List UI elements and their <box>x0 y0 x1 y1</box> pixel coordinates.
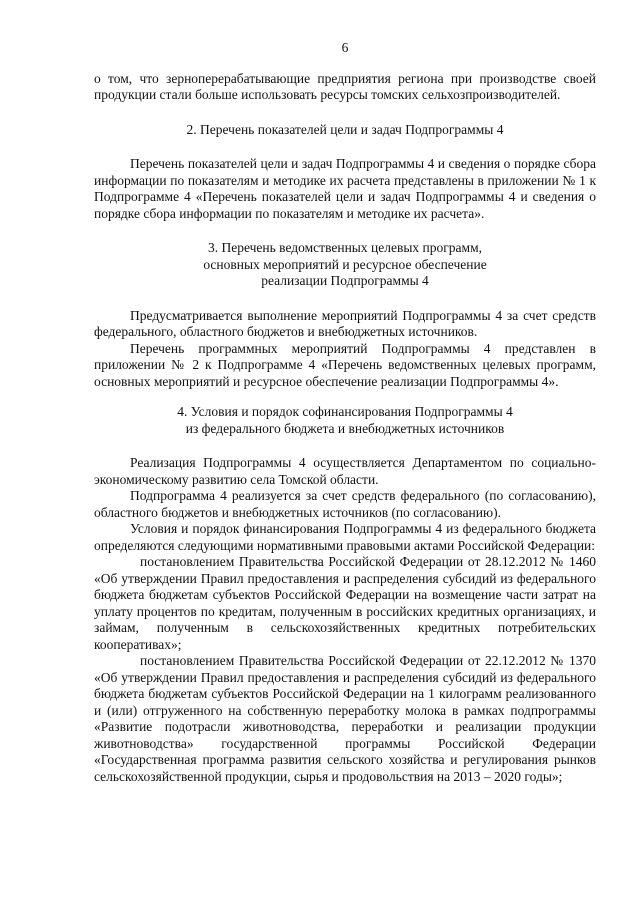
section-4-paragraph: Условия и порядок финансирования Подпрограммы 4 из федерального бюджета определяются следующими нормативными правовыми актами Российской Федерации: <box>94 521 596 553</box>
section-4-heading-line: 4. Условия и порядок софинансирования Подпрограммы 4 <box>177 404 513 419</box>
section-4-decree-paragraph: постановлением Правительства Российской Федерации от 22.12.2012 № 1370 «Об утверждении Правил предоставления и распределения субсидий из федерального бюджета бюджетам субъектов Российской Федерации на 1 килограмм реализованного и (или) отгруженного на собственную переработку молока в рамках подпрограммы «Развитие подотрасли животноводства, переработки и реализации продукции животноводства» государственной программы Российской Федерации «Государственная программа развития сельского хозяйства и регулирования рынков сельскохозяйственной продукции, сырья и продовольствия на 2013 – 2020 годы»; <box>94 653 596 784</box>
section-4-paragraph: Реализация Подпрограммы 4 осуществляется Департаментом по социально-экономическому развитию села Томской области. <box>94 455 596 487</box>
section-3-heading-line: 3. Перечень ведомственных целевых программ, <box>207 240 482 255</box>
section-4-heading <box>94 404 596 437</box>
section-3-paragraph: Предусматривается выполнение мероприятий Подпрограммы 4 за счет средств федерального, областного бюджетов и внебюджетных источников. <box>94 307 596 339</box>
section-4-decree-paragraph: постановлением Правительства Российской Федерации от 28.12.2012 № 1460 «Об утверждении Правил предоставления и распределения субсидий из федерального бюджета бюджетам субъектов Российской Федерации на возмещение части затрат на уплату процентов по кредитам, полученным в российских кредитных организациях, и займам, полученным в сельскохозяйственных кредитных потребительских кооперативах»; <box>94 554 596 652</box>
section-3-paragraph: Перечень программных мероприятий Подпрограммы 4 представлен в приложении № 2 к Подпрограмме 4 «Перечень ведомственных целевых программ, основных мероприятий и ресурсное обеспечение реализации Подпрограммы 4». <box>94 340 596 389</box>
page-number: 6 <box>341 40 349 55</box>
section-4-paragraph: Подпрограмма 4 реализуется за счет средств федерального (по согласованию), областного бюджетов и внебюджетных источников (по согласованию). <box>94 488 596 520</box>
section-3-heading-line: основных мероприятий и ресурсное обеспечение <box>203 256 487 272</box>
section-4-heading-line: из федерального бюджета и внебюджетных источников <box>185 420 505 436</box>
intro-paragraph: о том, что зерноперерабатывающие предприятия региона при производстве своей продукции стали больше использовать ресурсы томских сельхозпроизводителей. <box>94 70 596 102</box>
section-2-paragraph: Перечень показателей цели и задач Подпрограммы 4 и сведения о порядке сбора информации по показателям и методике их расчета представлены в приложении № 1 к Подпрограмме 4 «Перечень показателей цели и задач Подпрограммы 4 и сведения о порядке сбора информации по показателям и методике их расчета». <box>94 156 596 221</box>
section-2-heading: 2. Перечень показателей цели и задач Подпрограммы 4 <box>186 121 504 137</box>
section-3-heading <box>94 240 596 290</box>
section-3-heading-line: реализации Подпрограммы 4 <box>261 273 429 288</box>
